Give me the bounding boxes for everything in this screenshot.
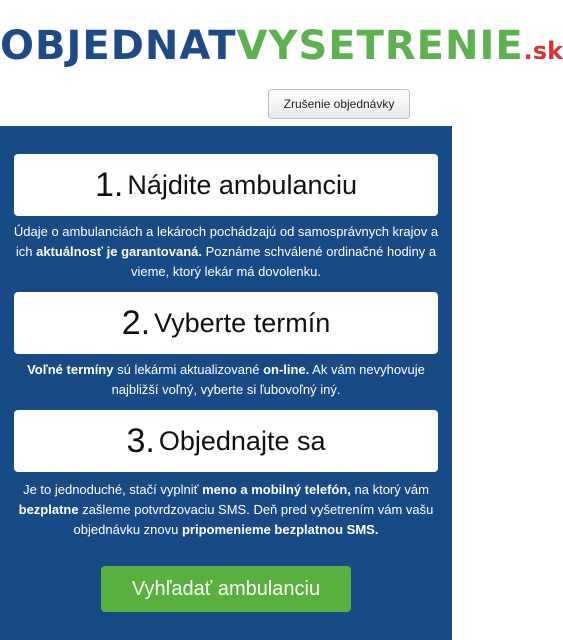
description-emphasis: Voľné termíny <box>27 362 114 377</box>
logo-part-domain: .sk <box>523 37 563 65</box>
description-emphasis: pripomenieme bezplatnou SMS. <box>181 522 379 537</box>
description-emphasis: on-line. <box>263 362 310 377</box>
description-emphasis: meno a mobilný telefón, <box>202 482 351 497</box>
description-text: Je to jednoduché, stačí vyplniť <box>23 482 203 497</box>
step-1-card <box>14 154 438 216</box>
steps-panel <box>0 126 452 640</box>
description-emphasis: aktuálnosť je garantovaná. <box>36 244 202 259</box>
logo-part-vysetrenie: VYSETRENIE <box>236 23 524 69</box>
description-text: Údaje o ambulanciách a lekároch pochádzajú od samosprávnych krajov a ich <box>13 224 439 259</box>
cancel-order-button[interactable]: Zrušenie objednávky <box>268 89 410 119</box>
step-2-description <box>10 360 442 400</box>
description-emphasis: bezplatne <box>18 502 79 517</box>
description-text: zašleme potvrdzovaciu SMS. Deň pred vyšetrením vám vašu objednávku znovu <box>73 502 434 537</box>
step-3-number: 3. <box>126 421 155 460</box>
step-1-description <box>10 222 442 282</box>
step-1-title: Nájdite ambulanciu <box>127 169 357 200</box>
search-clinic-button[interactable]: Vyhľadať ambulanciu <box>101 566 351 612</box>
step-3-title: Objednajte sa <box>158 425 326 456</box>
step-2-card <box>14 292 438 354</box>
step-1-number: 1. <box>95 165 124 204</box>
description-text: na ktorý vám <box>350 482 429 497</box>
site-logo[interactable] <box>0 22 563 75</box>
logo-part-objednat: OBJEDNAT <box>0 23 237 69</box>
description-text: Poznáme schválené ordinačné hodiny a vieme, ktorý lekár má dovolenku. <box>130 244 437 279</box>
step-3-card <box>14 410 438 472</box>
step-2-title: Vyberte termín <box>154 307 331 338</box>
step-2-number: 2. <box>121 303 151 342</box>
description-text: sú lekármi aktualizované <box>113 362 264 377</box>
description-text: Ak vám nevyhovuje najbližší voľný, vyberte si ľubovoľný iný. <box>111 362 425 397</box>
step-3-description <box>10 480 442 540</box>
